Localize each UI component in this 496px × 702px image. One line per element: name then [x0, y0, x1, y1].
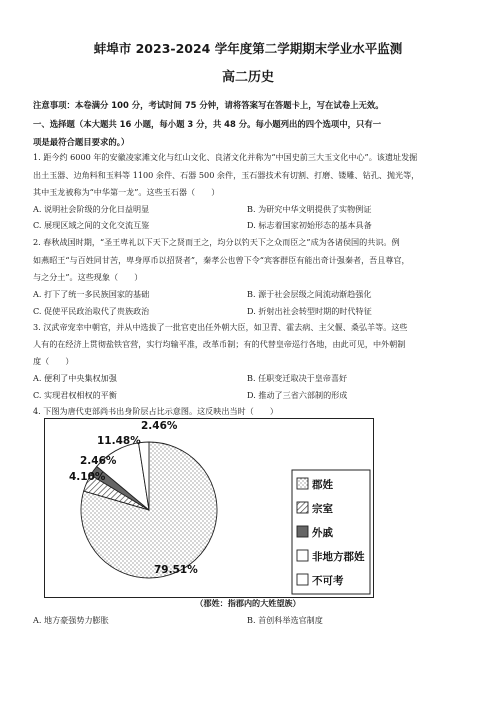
legend-swatch-1: [297, 478, 308, 489]
legend-label-3: 外戚: [312, 527, 333, 539]
q1-line3: 其中玉龙被称为“中华第一龙”。这些玉石器（ ）: [33, 187, 220, 197]
legend-swatch-4: [297, 550, 308, 561]
q1-option-b: B. 为研究中华文明提供了实物例证: [247, 204, 372, 214]
q2-option-d: D. 折射出社会转型时期的时代特征: [247, 306, 372, 316]
legend-label-2: 宗室: [312, 503, 333, 515]
q2-option-b: B. 源于社会层级之间流动渐趋强化: [247, 289, 372, 299]
notice: 注意事项：本卷满分 100 分，考试时间 75 分钟，请将答案写在答题卡上，写在试卷上无效。: [33, 100, 384, 110]
q4-option-b: B. 首创科举选官制度: [247, 615, 323, 625]
q1-line1: 1. 距今约 6000 年的安徽凌家滩文化与红山文化、良渚文化并称为“中国史前三大玉文化中心”。该遗址发掘: [33, 152, 418, 162]
q1-option-d: D. 标志着国家初始形态的基本具备: [247, 220, 372, 230]
q3-line1: 3. 汉武帝宠幸中朝官，并从中选拔了一批官吏出任外朝大臣，如卫青、霍去病、主父偃、桑弘羊等。这些: [33, 322, 408, 332]
section-heading-line1: 一、选择题（本大题共 16 小题，每小题 3 分，共 48 分。每小题列出的四个选项中，只有一: [33, 119, 382, 129]
q1-option-c: C. 展现区域之间的文化交流互鉴: [33, 220, 150, 230]
chart-caption: （郡姓：指郡内的大姓望族）: [195, 598, 301, 608]
section-heading-line2: 项是最符合题目要求的。）: [33, 137, 130, 147]
q1-line2: 出土玉器、边角料和玉料等 1100 余件、石器 500 余件，玉石器技术有切割、打磨、镂雕、钻孔、抛光等，: [33, 170, 420, 180]
q4-line1: 4. 下图为唐代吏部尚书出身阶层占比示意图。这反映出当时（ ）: [33, 406, 279, 416]
slice-value-label-4: 11.48%: [97, 435, 141, 447]
legend-label-5: 不可考: [312, 575, 344, 587]
exam-title: 蚌埠市 2023-2024 学年度第二学期期末学业水平监测: [93, 41, 403, 56]
q3-line3: 度（ ）: [33, 356, 74, 366]
slice-value-label-5: 2.46%: [141, 420, 178, 432]
pie-chart: [44, 418, 374, 598]
exam-subtitle: 高二历史: [221, 70, 274, 85]
q3-option-d: D. 推动了三省六部制的形成: [247, 390, 348, 400]
slice-value-label-3: 2.46%: [80, 455, 117, 467]
q3-option-b: B. 任职变迁取决于皇帝喜好: [247, 373, 348, 383]
legend-label-1: 郡姓: [312, 479, 333, 491]
legend-swatch-3: [297, 526, 308, 537]
slice-value-label-2: 4.10%: [69, 471, 106, 483]
q2-line2: 如燕昭王“与百姓同甘苦，卑身厚币以招贤者”，秦孝公也曾下令“宾客群臣有能出奇计强秦者，吾且尊官，: [33, 255, 410, 265]
q2-line3: 与之分土”。这些现象（ ）: [33, 272, 143, 282]
pie-chart-svg: [44, 418, 374, 598]
q1-option-a: A. 说明社会阶级的分化日益明显: [33, 204, 150, 214]
slice-value-label-1: 79.51%: [154, 564, 198, 576]
q2-line1: 2. 春秋战国时期，“圣王卑礼以下天下之贤而王之，均分以钓天下之众而臣之”成为各诸侯国的共识。例: [33, 237, 400, 247]
legend-label-4: 非地方郡姓: [312, 551, 365, 563]
q2-option-c: C. 促使平民政治取代了贵族政治: [33, 306, 150, 316]
legend-swatch-5: [297, 574, 308, 585]
q3-option-c: C. 实现君权相权的平衡: [33, 390, 117, 400]
q4-option-a: A. 地方豪强势力膨胀: [33, 615, 109, 625]
q3-option-a: A. 便利了中央集权加强: [33, 373, 117, 383]
q2-option-a: A. 打下了统一多民族国家的基础: [33, 289, 150, 299]
q3-line2: 人有的在经济上贯彻盐铁官营，实行均输平准，改革币制；有的代替皇帝巡行各地，由此可见，中外朝制: [33, 339, 406, 349]
legend-swatch-2: [297, 502, 308, 513]
